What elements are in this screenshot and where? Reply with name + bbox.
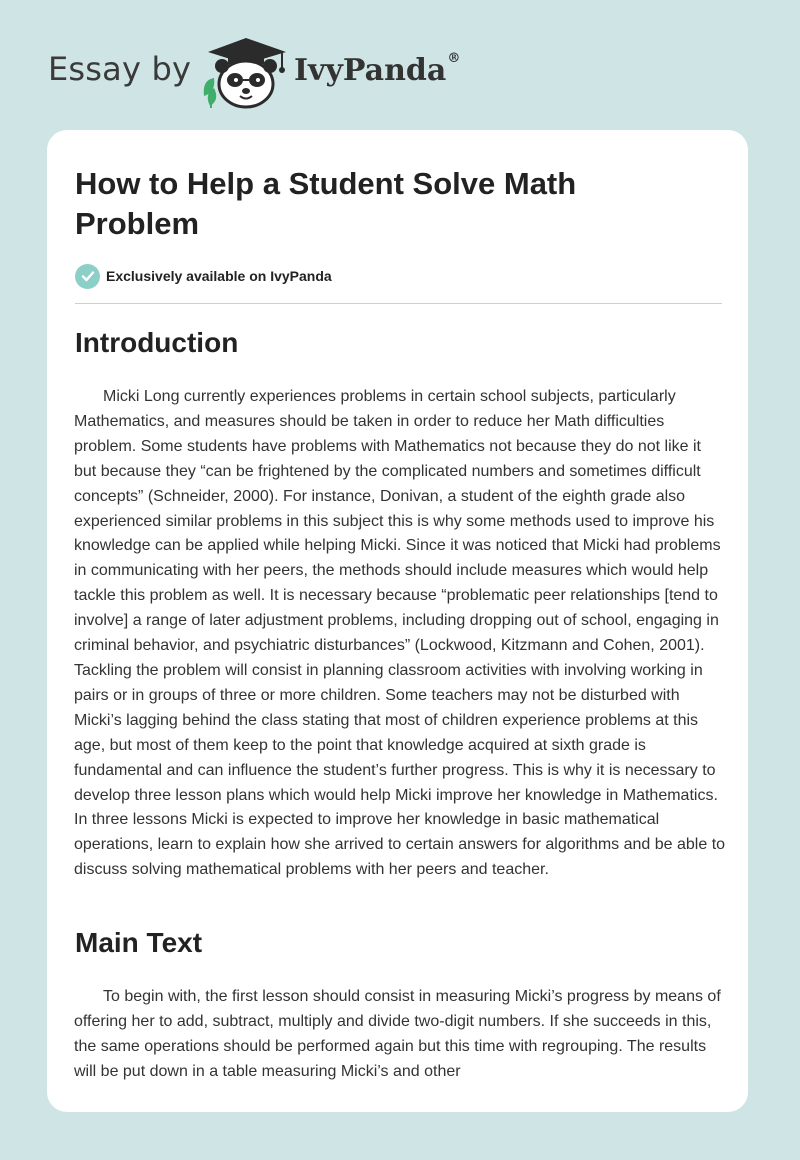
main-text-paragraph: To begin with, the first lesson should consist in measuring Micki’s progress by means of offering her to add, subtract, multiply and divide two-digit numbers. If she succeeds in this, the same operations should be performed again but this time with regrouping. The results will be put down in a table measuring Micki’s and other (74, 988, 721, 1080)
section-heading-main-text: Main Text (75, 927, 203, 958)
brand-name[interactable]: IvyPanda® (294, 51, 461, 88)
section-heading-introduction: Introduction (75, 327, 239, 358)
site-header (0, 0, 800, 130)
page-title: How to Help a Student Solve Math Problem (75, 166, 577, 241)
exclusive-badge (75, 263, 332, 289)
title-divider (75, 303, 722, 304)
essay-card (47, 130, 748, 1112)
check-icon (75, 264, 100, 289)
exclusive-badge-text: Exclusively available on IvyPanda (106, 268, 332, 284)
panda-logo-icon[interactable] (200, 34, 292, 110)
registered-mark: ® (447, 51, 461, 66)
introduction-paragraph: Micki Long currently experiences problems in certain school subjects, particularly Mathematics, and measures should be taken in order to reduce her Math difficulties problem. Some students have problems with Mathematics not because they do not like it but because they “can be frightened by the complicated numbers and sometimes difficult concepts” (Schneider, 2000). For instance, Donivan, a student of the eighth grade also experienced similar problems in this subject this is why some methods used to improve his knowledge can be applied while helping Micki. Since it was noticed that Micki had problems in communicating with her peers, the methods should include measures which would help tackle this problem as well. It is necessary because “problematic peer relationships [tend to involve] a range of later adjustment problems, including dropping out of school, engaging in criminal behavior, and psychiatric disturbances” (Lockwood, Kitzmann and Cohen, 2001). Tackling the problem will consist in planning classroom activities with involving working in pairs or in groups of three or more children. Some teachers may not be disturbed with Micki’s lagging behind the class stating that most of children experience problems at this age, but most of them keep to the point that knowledge acquired at sixth grade is fundamental and can influence the student’s further progress. This is why it is necessary to develop three lesson plans which would help Micki improve her knowledge in Mathematics. In three lessons Micki is expected to improve her knowledge in basic mathematical operations, learn to explain how she arrived to certain answers for algorithms and be able to discuss solving mathematical problems with her peers and teacher. (74, 388, 726, 879)
essay-by-label: Essay by (48, 50, 192, 88)
